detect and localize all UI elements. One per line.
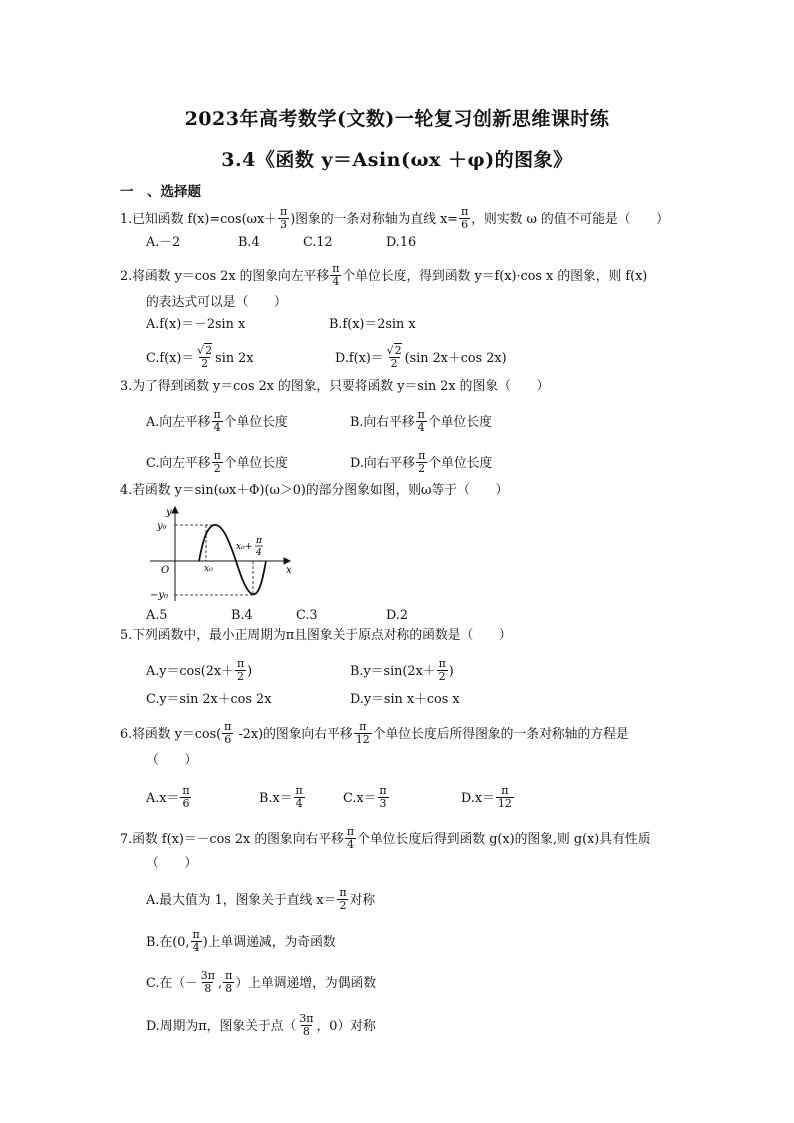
option-c: C.3	[296, 608, 318, 623]
fraction: $\frac{\pi}{2}$	[418, 449, 426, 475]
question-4: 4.若函数 y＝sin(ωx＋Φ)(ω＞0)的部分图象如图，则ω等于（ ）	[120, 483, 509, 498]
option-b: B.向右平移 $\frac{\pi}{4}$ 个单位长度	[350, 408, 492, 434]
option-a: A.－2	[146, 235, 181, 250]
fraction: $\frac{\pi}{2}$	[339, 886, 347, 912]
question-5: 5.下列函数中，最小正周期为π且图象关于原点对称的函数是（ ）	[120, 628, 512, 643]
question-1: 1.已知函数 f(x)=cos(ωx＋ $\frac{\pi}{3}$ )图象的一条对称轴为直线 x= $\frac{\pi}{6}$ ，则实数 ω 的值不可能是（ ）	[120, 205, 669, 231]
fraction: $\frac{\pi}{2}$	[438, 657, 446, 683]
y0-label: y₀	[157, 521, 167, 532]
fraction: $\frac{\pi}{6}$	[461, 205, 469, 231]
option-a: A.5	[146, 608, 168, 623]
fraction: $\frac{\pi}{4}$	[417, 408, 425, 434]
option-a: A.最大值为 1，图象关于直线 x＝ $\frac{\pi}{2}$ 对称	[146, 886, 376, 912]
fraction: $\frac{\pi}{4}$	[295, 784, 303, 810]
option-c: C.x＝ $\frac{\pi}{3}$	[343, 784, 387, 810]
question-7: 7.函数 f(x)＝－cos 2x 的图象向右平移 $\frac{\pi}{4}$ 个单位长度后得到函数 g(x)的图象,则 g(x)具有性质	[120, 825, 651, 851]
four-label: 4	[256, 548, 262, 558]
fraction: $\frac{\pi}{3}$	[379, 784, 387, 810]
guide-lines	[175, 525, 253, 595]
option-d: D.周期为π，图象关于点（ $\frac{3\pi}{8}$ ，0）对称	[146, 1012, 376, 1038]
question-3: 3.为了得到函数 y＝cos 2x 的图象，只要将函数 y＝sin 2x 的图象（ ）	[120, 379, 550, 394]
section-heading: 一 、选择题	[120, 184, 201, 200]
sine-graph	[146, 505, 296, 605]
fraction: $\frac{√2}{2}$	[197, 344, 213, 370]
fraction: $\frac{\pi}{4}$	[332, 262, 340, 288]
answer-paren: （ ）	[146, 856, 198, 871]
x0-label: x₀	[204, 564, 213, 574]
fraction: $\frac{√2}{2}$	[386, 344, 402, 370]
option-a: A.f(x)＝－2sin x	[146, 317, 246, 332]
option-b: B.4	[238, 235, 260, 250]
option-b: B.x＝ $\frac{\pi}{4}$	[259, 784, 303, 810]
fraction: $\frac{\pi}{12}$	[497, 784, 512, 810]
fraction: $\frac{\pi}{4}$	[346, 825, 355, 851]
answer-paren: （ ）	[146, 753, 198, 768]
question-2-cont: 的表达式可以是（ ）	[146, 295, 287, 310]
option-c: C.y＝sin 2x＋cos 2x	[146, 692, 272, 707]
fraction: $\frac{\pi}{4}$	[192, 928, 200, 954]
option-d: D.y＝sin x＋cos x	[350, 692, 460, 707]
x0-plus-label: x₀+	[236, 542, 253, 552]
option-d: D.2	[386, 608, 409, 623]
fraction: $\frac{\pi}{8}$	[225, 969, 233, 995]
question-2: 2.将函数 y＝cos 2x 的图象向左平移 $\frac{\pi}{4}$ 个单位长度，得到函数 y＝f(x)·cos x 的图象，则 f(x)	[120, 262, 648, 288]
fraction: $\frac{\pi}{2}$	[236, 657, 245, 683]
fraction: $\frac{\pi}{2}$	[213, 449, 221, 475]
option-c: C.12	[303, 235, 333, 250]
fraction: $\frac{3\pi}{8}$	[200, 969, 216, 995]
option-b: B.f(x)＝2sin x	[329, 317, 416, 332]
option-a: A.y＝cos(2x＋ $\frac{\pi}{2}$ )	[146, 657, 253, 683]
fraction: $\frac{\pi}{12}$	[355, 720, 370, 746]
question-6: 6.将函数 y＝cos( $\frac{\pi}{6}$ -2x)的图象向右平移 $\frac{\pi}{12}$ 个单位长度后所得图象的一条对称轴的方程是	[120, 720, 629, 746]
option-d: D.x＝ $\frac{\pi}{12}$	[461, 784, 512, 810]
option-d: D.向右平移 $\frac{\pi}{2}$ 个单位长度	[350, 449, 493, 475]
option-d: D.16	[386, 235, 417, 250]
option-b: B.4	[231, 608, 253, 623]
x-axis-label: x	[286, 565, 292, 576]
fraction: $\frac{\pi}{6}$	[182, 784, 190, 810]
y-axis-label: y	[166, 507, 172, 518]
origin-label: O	[161, 565, 170, 576]
fraction: $\frac{\pi}{6}$	[224, 720, 232, 746]
option-a: A.x＝ $\frac{\pi}{6}$	[146, 784, 190, 810]
fraction: $\frac{3\pi}{8}$	[299, 1012, 314, 1038]
neg-y0-label: −y₀	[150, 590, 169, 601]
option-b: B.在(0, $\frac{\pi}{4}$ )上单调递减，为奇函数	[146, 928, 336, 954]
option-c: C.f(x)＝ $\frac{√2}{2}$ sin 2x	[146, 344, 254, 370]
option-a: A.向左平移 $\frac{\pi}{4}$ 个单位长度	[146, 408, 288, 434]
page-subtitle: 3.4《函数 y＝Asin(ωx ＋φ)的图象》	[221, 149, 573, 171]
option-d: D.f(x)＝ $\frac{√2}{2}$ (sin 2x＋cos 2x)	[335, 344, 507, 370]
fraction: $\frac{\pi}{4}$	[213, 408, 221, 434]
option-c: C.在（－ $\frac{3\pi}{8}$ , $\frac{\pi}{8}$ ）上单调递增，为偶函数	[146, 969, 377, 995]
option-b: B.y＝sin(2x＋ $\frac{\pi}{2}$ )	[350, 657, 454, 683]
pi-label: π	[256, 536, 262, 546]
graph-axes	[150, 507, 290, 601]
page-title: 2023年高考数学(文数)一轮复习创新思维课时练	[184, 108, 610, 130]
fraction: $\frac{\pi}{3}$	[280, 205, 288, 231]
option-c: C.向左平移 $\frac{\pi}{2}$ 个单位长度	[146, 449, 288, 475]
